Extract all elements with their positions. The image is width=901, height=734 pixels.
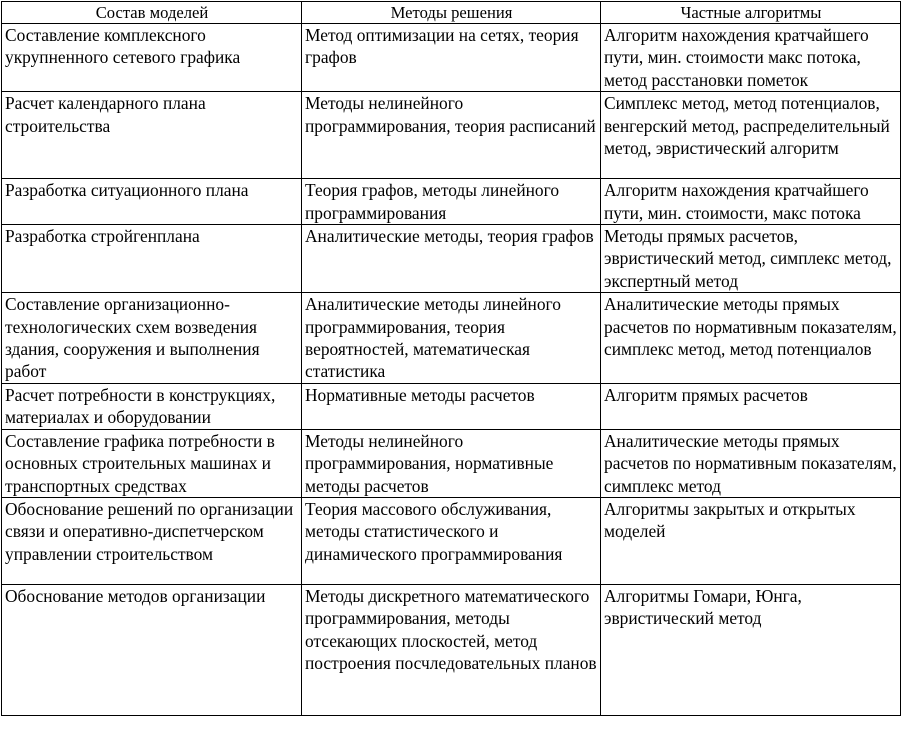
models-table <box>1 1 901 716</box>
cell-model: Составление графика потребности в основных строительных машинах и транспортных средствах <box>2 429 302 497</box>
cell-method: Теория графов, методы линейного программирования <box>302 179 601 225</box>
table-row <box>2 293 901 384</box>
cell-method: Теория массового обслуживания, методы статистического и динамического программирования <box>302 497 601 584</box>
table-row <box>2 383 901 429</box>
cell-algorithm: Методы прямых расчетов, эвристический метод, симплекс метод, экспертный метод <box>601 225 901 293</box>
table-row <box>2 24 901 92</box>
cell-algorithm: Алгоритмы закрытых и открытых моделей <box>601 497 901 584</box>
cell-model: Разработка ситуационного плана <box>2 179 302 225</box>
cell-model: Составление организационно-технологических схем возведения здания, сооружения и выполнения работ <box>2 293 302 384</box>
table-row <box>2 92 901 179</box>
header-model-composition: Состав моделей <box>2 2 302 24</box>
cell-algorithm: Аналитические методы прямых расчетов по нормативным показателям, симплекс метод <box>601 429 901 497</box>
table-row <box>2 225 901 293</box>
table-row <box>2 584 901 715</box>
cell-algorithm: Алгоритм нахождения кратчайшего пути, мин. стоимости макс потока, метод расстановки пометок <box>601 24 901 92</box>
header-solution-methods: Методы решения <box>302 2 601 24</box>
cell-model: Расчет календарного плана строительства <box>2 92 302 179</box>
cell-method: Методы нелинейного программирования, теория расписаний <box>302 92 601 179</box>
table-row <box>2 179 901 225</box>
cell-algorithm: Алгоритмы Гомари, Юнга, эвристический метод <box>601 584 901 715</box>
cell-method: Методы дискретного математического программирования, методы отсекающих плоскостей, метод построения посчледовательных планов <box>302 584 601 715</box>
cell-algorithm: Симплекс метод, метод потенциалов, венгерский метод, распределительный метод, эвристический алгоритм <box>601 92 901 179</box>
cell-model: Разработка стройгенплана <box>2 225 302 293</box>
cell-method: Методы нелинейного программирования, нормативные методы расчетов <box>302 429 601 497</box>
cell-model: Составление комплексного укрупненного сетевого графика <box>2 24 302 92</box>
header-particular-algorithms: Частные алгоритмы <box>601 2 901 24</box>
header-row <box>2 2 901 24</box>
cell-method: Аналитические методы линейного программирования, теория вероятностей, математическая статистика <box>302 293 601 384</box>
cell-model: Обоснование методов организации <box>2 584 302 715</box>
cell-model: Расчет потребности в конструкциях, материалах и оборудовании <box>2 383 302 429</box>
cell-method: Метод оптимизации на сетях, теория графов <box>302 24 601 92</box>
cell-algorithm: Алгоритм нахождения кратчайшего пути, мин. стоимости, макс потока <box>601 179 901 225</box>
cell-method: Нормативные методы расчетов <box>302 383 601 429</box>
cell-algorithm: Алгоритм прямых расчетов <box>601 383 901 429</box>
table-row <box>2 429 901 497</box>
cell-model: Обоснование решений по организации связи и оперативно-диспетчерском управлении строительством <box>2 497 302 584</box>
cell-method: Аналитические методы, теория графов <box>302 225 601 293</box>
table-row <box>2 497 901 584</box>
cell-algorithm: Аналитические методы прямых расчетов по нормативным показателям, симплекс метод, метод потенциалов <box>601 293 901 384</box>
